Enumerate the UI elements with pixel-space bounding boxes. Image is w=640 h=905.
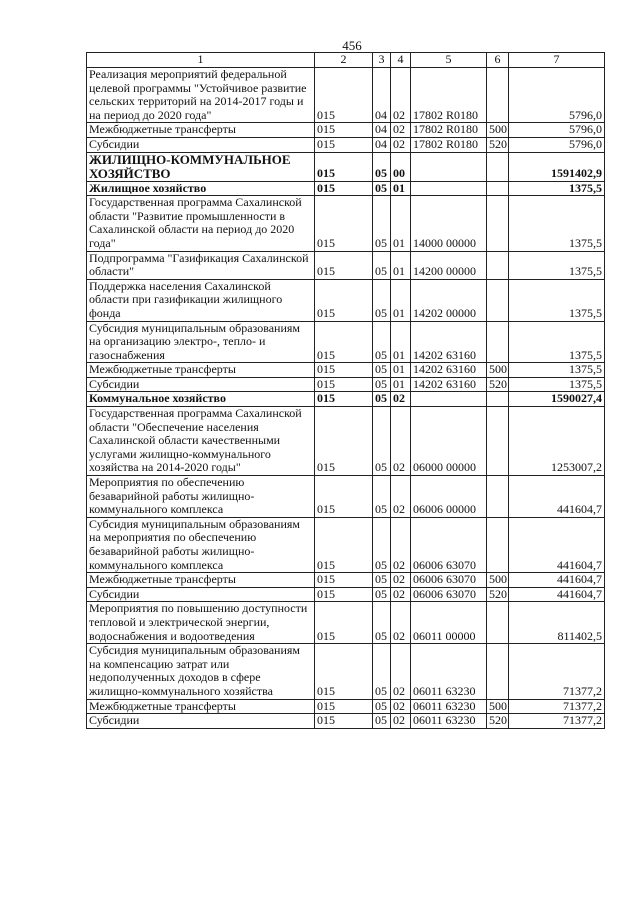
subsection-code-cell: 02 [391, 573, 411, 588]
grbs-code-cell: 015 [315, 377, 373, 392]
row-name-cell: Подпрограмма "Газификация Сахалинской области" [87, 251, 315, 279]
target-article-cell: 06000 00000 [411, 407, 487, 476]
target-article-cell [411, 152, 487, 181]
section-code-cell: 05 [373, 644, 391, 699]
section-code-cell: 05 [373, 363, 391, 378]
row-name-cell: Межбюджетные трансферты [87, 123, 315, 138]
expense-type-cell [487, 407, 509, 476]
expense-type-cell [487, 279, 509, 321]
expense-type-cell: 500 [487, 363, 509, 378]
table-row [87, 123, 605, 138]
table-row [87, 407, 605, 476]
grbs-code-cell: 015 [315, 196, 373, 251]
subsection-code-cell: 01 [391, 251, 411, 279]
expense-type-cell [487, 321, 509, 363]
table-row [87, 587, 605, 602]
target-article-cell: 06011 63230 [411, 644, 487, 699]
page-number: 456 [342, 38, 362, 53]
expense-type-cell: 520 [487, 714, 509, 729]
table-row [87, 517, 605, 572]
grbs-code-cell: 015 [315, 68, 373, 123]
column-number: 1 [87, 53, 315, 68]
grbs-code-cell: 015 [315, 517, 373, 572]
table-row [87, 573, 605, 588]
expense-type-cell [487, 196, 509, 251]
budget-table [86, 52, 605, 729]
amount-cell: 441604,7 [509, 573, 605, 588]
table-row [87, 602, 605, 644]
target-article-cell: 14202 00000 [411, 279, 487, 321]
grbs-code-cell: 015 [315, 152, 373, 181]
expense-type-cell: 520 [487, 137, 509, 152]
subsection-code-cell: 02 [391, 587, 411, 602]
section-code-cell: 04 [373, 123, 391, 138]
subsection-code-cell: 02 [391, 602, 411, 644]
amount-cell: 441604,7 [509, 587, 605, 602]
section-code-cell: 05 [373, 602, 391, 644]
table-row [87, 196, 605, 251]
subsection-code-cell: 02 [391, 476, 411, 518]
subsection-code-cell: 02 [391, 699, 411, 714]
target-article-cell: 14200 00000 [411, 251, 487, 279]
amount-cell: 5796,0 [509, 137, 605, 152]
expense-type-cell [487, 602, 509, 644]
grbs-code-cell: 015 [315, 644, 373, 699]
grbs-code-cell: 015 [315, 476, 373, 518]
amount-cell: 1591402,9 [509, 152, 605, 181]
row-name-cell: Жилищное хозяйство [87, 181, 315, 196]
row-name-cell: Межбюджетные трансферты [87, 573, 315, 588]
amount-cell: 5796,0 [509, 68, 605, 123]
grbs-code-cell: 015 [315, 407, 373, 476]
row-name-cell: Субсидии [87, 714, 315, 729]
expense-type-cell [487, 181, 509, 196]
section-code-cell: 05 [373, 699, 391, 714]
target-article-cell [411, 392, 487, 407]
section-code-cell: 05 [373, 196, 391, 251]
table-row [87, 181, 605, 196]
grbs-code-cell: 015 [315, 714, 373, 729]
grbs-code-cell: 015 [315, 279, 373, 321]
grbs-code-cell: 015 [315, 573, 373, 588]
grbs-code-cell: 015 [315, 137, 373, 152]
subsection-code-cell: 02 [391, 407, 411, 476]
amount-cell: 1375,5 [509, 196, 605, 251]
column-number: 4 [391, 53, 411, 68]
expense-type-cell [487, 152, 509, 181]
target-article-cell [411, 181, 487, 196]
grbs-code-cell: 015 [315, 363, 373, 378]
target-article-cell: 06006 63070 [411, 517, 487, 572]
section-code-cell: 04 [373, 137, 391, 152]
section-code-cell: 05 [373, 407, 391, 476]
amount-cell: 1375,5 [509, 377, 605, 392]
table-row [87, 279, 605, 321]
expense-type-cell: 500 [487, 573, 509, 588]
subsection-code-cell: 00 [391, 152, 411, 181]
subsection-code-cell: 02 [391, 68, 411, 123]
table-row [87, 714, 605, 729]
target-article-cell: 17802 R0180 [411, 123, 487, 138]
grbs-code-cell: 015 [315, 321, 373, 363]
section-code-cell: 05 [373, 279, 391, 321]
subsection-code-cell: 01 [391, 321, 411, 363]
table-row [87, 644, 605, 699]
amount-cell: 1375,5 [509, 363, 605, 378]
expense-type-cell [487, 251, 509, 279]
grbs-code-cell: 015 [315, 181, 373, 196]
section-code-cell: 05 [373, 251, 391, 279]
amount-cell: 71377,2 [509, 699, 605, 714]
section-code-cell: 05 [373, 377, 391, 392]
expense-type-cell [487, 517, 509, 572]
target-article-cell: 06006 00000 [411, 476, 487, 518]
row-name-cell: Государственная программа Сахалинской области "Развитие промышленности в Сахалинской области на период до 2020 года" [87, 196, 315, 251]
grbs-code-cell: 015 [315, 699, 373, 714]
amount-cell: 441604,7 [509, 517, 605, 572]
expense-type-cell [487, 68, 509, 123]
subsection-code-cell: 02 [391, 392, 411, 407]
section-code-cell: 05 [373, 476, 391, 518]
row-name-cell: Субсидии [87, 587, 315, 602]
section-code-cell: 05 [373, 321, 391, 363]
column-number: 5 [411, 53, 487, 68]
section-code-cell: 05 [373, 392, 391, 407]
amount-cell: 5796,0 [509, 123, 605, 138]
section-code-cell: 05 [373, 587, 391, 602]
row-name-cell: Мероприятия по повышению доступности тепловой и электрической энергии, водоснабжения и водоотведения [87, 602, 315, 644]
subsection-code-cell: 01 [391, 181, 411, 196]
column-number: 3 [373, 53, 391, 68]
subsection-code-cell: 02 [391, 517, 411, 572]
grbs-code-cell: 015 [315, 602, 373, 644]
row-name-cell: Поддержка населения Сахалинской области при газификации жилищного фонда [87, 279, 315, 321]
subsection-code-cell: 02 [391, 644, 411, 699]
section-code-cell: 04 [373, 68, 391, 123]
table-row [87, 321, 605, 363]
target-article-cell: 06011 00000 [411, 602, 487, 644]
row-name-cell: Межбюджетные трансферты [87, 699, 315, 714]
row-name-cell: Коммунальное хозяйство [87, 392, 315, 407]
column-number: 7 [509, 53, 605, 68]
column-number: 2 [315, 53, 373, 68]
row-name-cell: Субсидия муниципальным образованиям на компенсацию затрат или недополученных доходов в сфере жилищно-коммунального хозяйства [87, 644, 315, 699]
row-name-cell: Субсидии [87, 137, 315, 152]
expense-type-cell: 500 [487, 123, 509, 138]
target-article-cell: 14202 63160 [411, 377, 487, 392]
section-code-cell: 05 [373, 181, 391, 196]
target-article-cell: 06011 63230 [411, 714, 487, 729]
table-row [87, 137, 605, 152]
row-name-cell: Государственная программа Сахалинской области "Обеспечение населения Сахалинской области качественными услугами жилищно-коммунального хозяйства на 2014-2020 годы" [87, 407, 315, 476]
subsection-code-cell: 01 [391, 363, 411, 378]
table-row [87, 363, 605, 378]
row-name-cell: Субсидия муниципальным образованиям на организацию электро-, тепло- и газоснабжения [87, 321, 315, 363]
row-name-cell: Реализация мероприятий федеральной целевой программы "Устойчивое развитие сельских территорий на 2014-2017 годы и на период до 2020 года" [87, 68, 315, 123]
table-row [87, 476, 605, 518]
expense-type-cell [487, 476, 509, 518]
amount-cell: 441604,7 [509, 476, 605, 518]
grbs-code-cell: 015 [315, 392, 373, 407]
amount-cell: 1375,5 [509, 321, 605, 363]
grbs-code-cell: 015 [315, 587, 373, 602]
column-number-row [87, 53, 605, 68]
amount-cell: 71377,2 [509, 644, 605, 699]
table-row [87, 251, 605, 279]
table-row [87, 377, 605, 392]
grbs-code-cell: 015 [315, 251, 373, 279]
amount-cell: 1590027,4 [509, 392, 605, 407]
amount-cell: 1375,5 [509, 181, 605, 196]
target-article-cell: 06006 63070 [411, 573, 487, 588]
section-code-cell: 05 [373, 152, 391, 181]
row-name-cell: Мероприятия по обеспечению безаварийной работы жилищно-коммунального комплекса [87, 476, 315, 518]
column-number: 6 [487, 53, 509, 68]
expense-type-cell: 520 [487, 377, 509, 392]
target-article-cell: 14000 00000 [411, 196, 487, 251]
table-row [87, 152, 605, 181]
expense-type-cell: 520 [487, 587, 509, 602]
table-row [87, 699, 605, 714]
section-code-cell: 05 [373, 714, 391, 729]
target-article-cell: 06011 63230 [411, 699, 487, 714]
subsection-code-cell: 02 [391, 123, 411, 138]
subsection-code-cell: 01 [391, 279, 411, 321]
target-article-cell: 17802 R0180 [411, 68, 487, 123]
table-row [87, 68, 605, 123]
grbs-code-cell: 015 [315, 123, 373, 138]
section-code-cell: 05 [373, 517, 391, 572]
section-code-cell: 05 [373, 573, 391, 588]
amount-cell: 71377,2 [509, 714, 605, 729]
target-article-cell: 06006 63070 [411, 587, 487, 602]
row-name-cell: Субсидия муниципальным образованиям на мероприятия по обеспечению безаварийной работы жилищно-коммунального комплекса [87, 517, 315, 572]
amount-cell: 1253007,2 [509, 407, 605, 476]
amount-cell: 1375,5 [509, 251, 605, 279]
row-name-cell: ЖИЛИЩНО-КОММУНАЛЬНОЕ ХОЗЯЙСТВО [87, 152, 315, 181]
subsection-code-cell: 01 [391, 196, 411, 251]
subsection-code-cell: 01 [391, 377, 411, 392]
target-article-cell: 14202 63160 [411, 363, 487, 378]
expense-type-cell: 500 [487, 699, 509, 714]
expense-type-cell [487, 644, 509, 699]
expense-type-cell [487, 392, 509, 407]
row-name-cell: Межбюджетные трансферты [87, 363, 315, 378]
subsection-code-cell: 02 [391, 137, 411, 152]
table-body [87, 53, 605, 729]
target-article-cell: 14202 63160 [411, 321, 487, 363]
amount-cell: 811402,5 [509, 602, 605, 644]
subsection-code-cell: 02 [391, 714, 411, 729]
table-row [87, 392, 605, 407]
row-name-cell: Субсидии [87, 377, 315, 392]
amount-cell: 1375,5 [509, 279, 605, 321]
target-article-cell: 17802 R0180 [411, 137, 487, 152]
